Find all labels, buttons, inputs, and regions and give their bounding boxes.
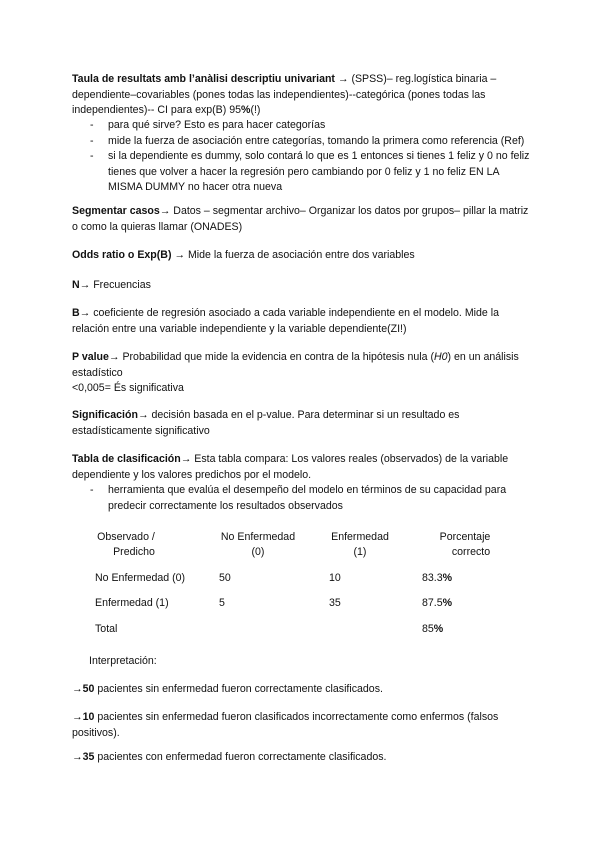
segmentar-term: Segmentar casos — [72, 205, 160, 217]
table-row-label: Total — [95, 623, 118, 635]
tabla-text: → Esta tabla compara: Los valores reales (observados) de la variable dependiente y los valores predichos por el modelo. — [72, 453, 509, 481]
n-paragraph — [72, 278, 534, 294]
table-row-label: No Enfermedad (0) — [95, 572, 186, 584]
header-enfermedad: Enfermedad (1) — [331, 531, 389, 558]
list-item: - para qué sirve? Esto es para hacer categorías — [90, 118, 530, 134]
section-text: → (SPSS)– reg.logística binaria – dependiente–covariables (pones todas las independientes)--categórica (pones todas las independientes)-- CI para exp(B) 95 — [72, 73, 497, 116]
pvalue-text-after: ) en un análisis estadístico — [72, 351, 519, 379]
table-cell: 35 — [329, 597, 341, 609]
header-porcentaje: Porcentaje correcto — [439, 531, 491, 558]
significacion-paragraph — [72, 408, 534, 439]
section-title: Taula de resultats amb l’anàlisi descriptiu univariant — [72, 73, 335, 85]
odds-paragraph — [72, 248, 534, 264]
interpretacion-heading: Interpretación: — [89, 655, 157, 667]
tabla-paragraph — [72, 452, 534, 483]
h0-symbol: H0 — [434, 351, 448, 363]
tabla-bullets — [90, 483, 530, 514]
segmentar-text: → Datos – segmentar archivo– Organizar los datos por grupos– pillar la matriz o como la quieras llamar (ONADES) — [72, 205, 529, 233]
pvalue-term: P value — [72, 351, 109, 363]
section-univariant — [72, 72, 534, 119]
pvalue-paragraph — [72, 350, 534, 397]
header-no-enfermedad: No Enfermedad (0) — [220, 531, 296, 558]
univariant-bullets — [90, 118, 530, 196]
interpretacion-item: →10 pacientes sin enfermedad fueron clasificados incorrectamente como enfermos (falsos positivos). — [72, 711, 499, 739]
n-text: → Frecuencias — [79, 279, 151, 291]
pvalue-text: → Probabilidad que mide la evidencia en contra de la hipótesis nula ( — [108, 351, 434, 363]
b-paragraph — [72, 306, 534, 337]
percent-sign: % — [241, 104, 251, 116]
significacion-text: → decisión basada en el p-value. Para determinar si un resultado es estadísticamente significativo — [72, 409, 460, 437]
list-item: - mide la fuerza de asociación entre categorías, tomando la primera como referencia (Ref) — [90, 134, 530, 150]
header-observado: Observado / Predicho — [97, 531, 155, 558]
table-cell-percent: 87.5% — [422, 597, 453, 609]
table-cell-percent: 85% — [422, 623, 444, 635]
b-text: → coeficiente de regresión asociado a cada variable independiente en el modelo. Mide la relación entre una variable independiente y la variable dependiente(ZI!) — [72, 307, 499, 335]
list-item: - herramienta que evalúa el desempeño del modelo en términos de su capacidad para predecir correctamente los resultados observados — [90, 483, 530, 514]
pvalue-threshold: <0,005= És significativa — [72, 382, 184, 394]
table-cell: 5 — [219, 597, 225, 609]
significacion-term: Significación — [72, 409, 138, 421]
tabla-term: Tabla de clasificación — [72, 453, 181, 465]
b-term: B — [72, 307, 80, 319]
n-term: N — [72, 279, 80, 291]
odds-term: Odds ratio o Exp(B) — [72, 249, 172, 261]
interpretacion-item: →50 pacientes sin enfermedad fueron correctamente clasificados. — [72, 683, 383, 695]
table-row-label: Enfermedad (1) — [95, 597, 169, 609]
section-tail: (!) — [250, 104, 261, 116]
segmentar-paragraph — [72, 204, 534, 235]
table-cell-percent: 83.3% — [422, 572, 453, 584]
odds-text: → Mide la fuerza de asociación entre dos variables — [171, 249, 415, 261]
interpretacion-item: →35 pacientes con enfermedad fueron correctamente clasificados. — [72, 751, 387, 763]
table-cell: 50 — [219, 572, 231, 584]
list-item: - si la dependiente es dummy, solo contará lo que es 1 entonces si tienes 1 feliz y 0 no feliz tienes que volver a hacer la regresión pero cambiando por 0 feliz y 1 no feliz EN LA MISMA DUMMY no hacer otra nueva — [90, 149, 530, 196]
table-cell: 10 — [329, 572, 341, 584]
